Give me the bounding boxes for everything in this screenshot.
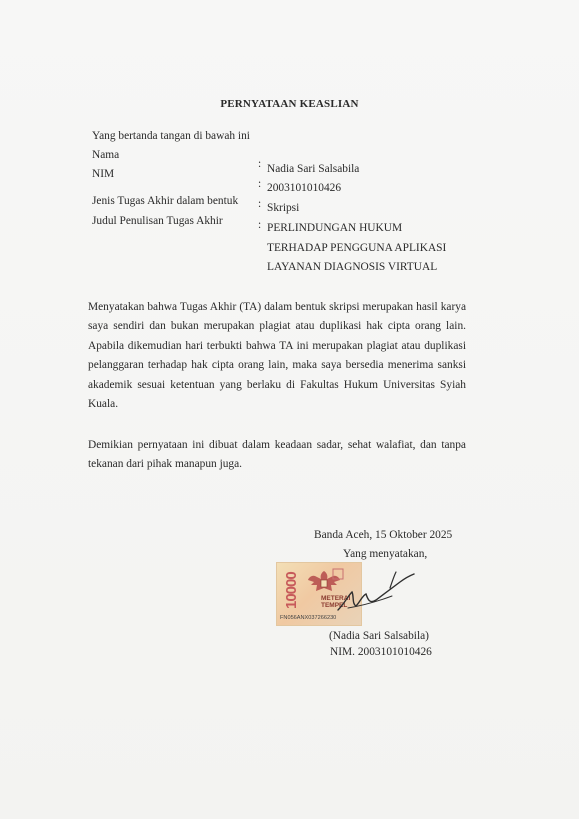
stamp-serial: FN056ANX037266230 bbox=[280, 615, 337, 621]
place-date: Banda Aceh, 15 Oktober 2025 bbox=[314, 529, 453, 541]
document-title: PERNYATAAN KEASLIAN bbox=[220, 98, 359, 110]
field-colon-nim: : bbox=[258, 178, 262, 190]
signer-name: (Nadia Sari Salsabila) bbox=[329, 630, 429, 642]
field-value-nim: 2003101010426 bbox=[267, 182, 342, 194]
field-colon-jenis: : bbox=[258, 198, 262, 210]
declarant-label: Yang menyatakan, bbox=[343, 548, 428, 560]
signature-icon bbox=[330, 566, 420, 616]
field-label-jenis: Jenis Tugas Akhir dalam bentuk bbox=[92, 195, 239, 207]
signer-nim: NIM. 2003101010426 bbox=[330, 646, 432, 658]
closing-paragraph: Demikian pernyataan ini dibuat dalam keadaan sadar, sehat walafiat, dan tanpa tekanan dari pihak manapun juga. bbox=[88, 439, 466, 471]
statement-paragraph: Menyatakan bahwa Tugas Akhir (TA) dalam bentuk skripsi merupakan hasil karya saya sendiri dan bukan merupakan plagiat atau duplikasi hak cipta orang lain. Apabila dikemudian hari terbukti bahwa TA ini merupakan plagiat atau duplikasi pelanggaran terhadap hak cipta orang lain, maka saya bersedia menerima sanksi akademik sesuai ketentuan yang berlaku di Fakultas Hukum Universitas Syiah Kuala. bbox=[88, 301, 466, 411]
field-value-judul bbox=[267, 219, 446, 278]
intro-text: Yang bertanda tangan di bawah ini bbox=[92, 130, 250, 142]
stamp-amount: 10000 bbox=[283, 572, 300, 610]
field-colon-nama: : bbox=[258, 158, 262, 170]
field-label-nim: NIM bbox=[92, 168, 115, 180]
judul-line: TERHADAP PENGGUNA APLIKASI bbox=[267, 241, 447, 254]
judul-line: LAYANAN DIAGNOSIS VIRTUAL bbox=[267, 261, 438, 274]
field-label-nama: Nama bbox=[92, 149, 120, 161]
stamp-label-line1: METERAI bbox=[321, 595, 351, 602]
field-value-nama: Nadia Sari Salsabila bbox=[267, 163, 360, 175]
stamp-label-line2: TEMPEL bbox=[321, 602, 348, 609]
judul-line: PERLINDUNGAN HUKUM bbox=[267, 222, 403, 234]
field-colon-judul: : bbox=[258, 219, 262, 231]
field-value-jenis: Skripsi bbox=[267, 202, 300, 214]
field-label-judul: Judul Penulisan Tugas Akhir bbox=[92, 215, 223, 227]
